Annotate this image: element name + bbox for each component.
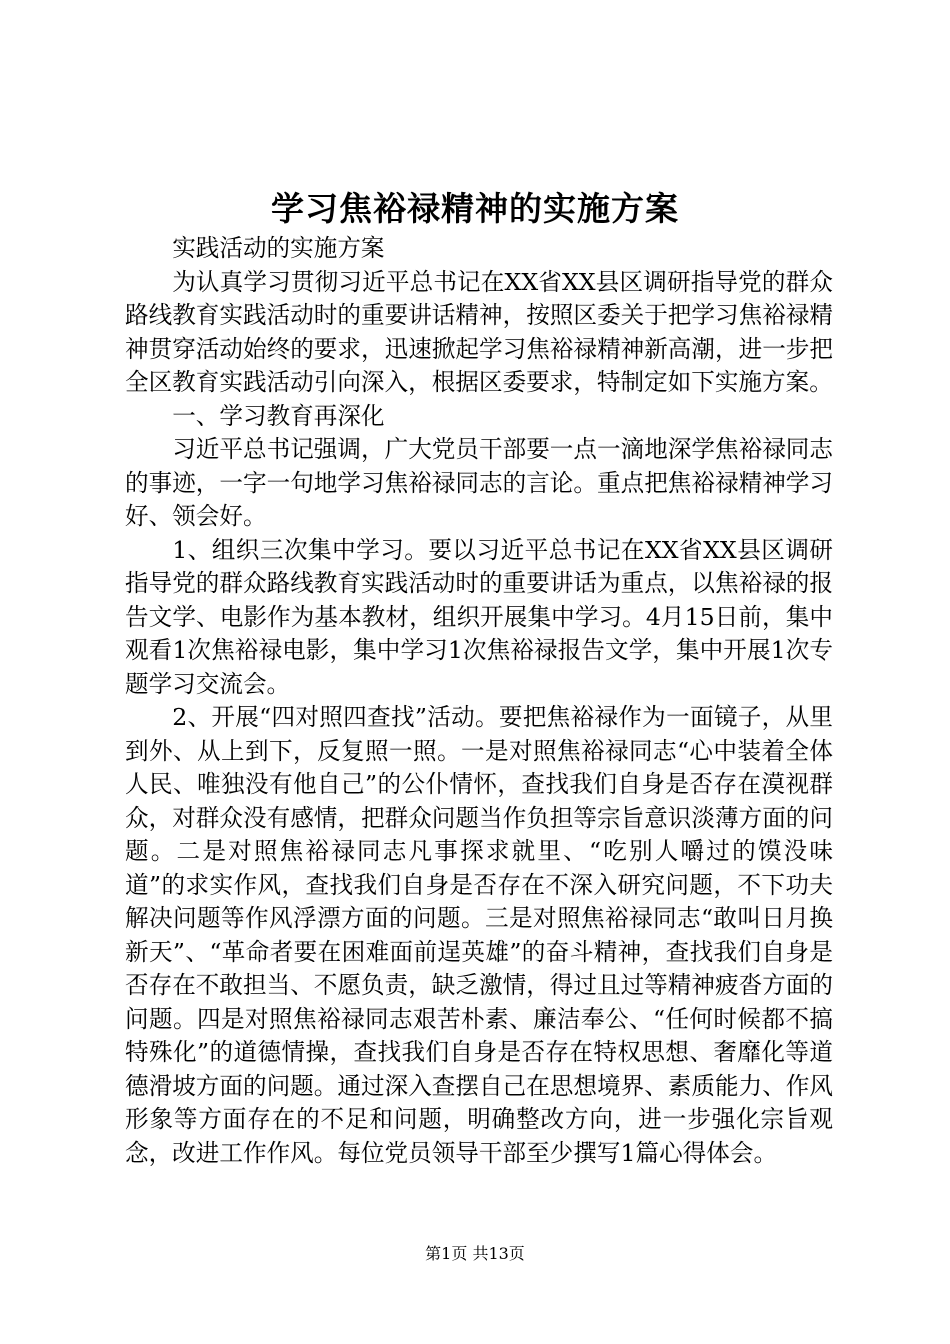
paragraph-item-2: 2、开展“四对照四查找”活动。要把焦裕禄作为一面镜子，从里到外、从上到下，反复照一照。一是对照焦裕禄同志“心中装着全体人民、唯独没有他自己”的公仆情怀，查找我们自身是否存在漠视群众，对群众没有感情，把群众问题当作负担等宗旨意识淡薄方面的问题。二是对照焦裕禄同志凡事探求就里、“吃别人嚼过的馍没味道”的求实作风，查找我们自身是否存在不深入研究问题，不下功夫解决问题等作风浮漂方面的问题。三是对照焦裕禄同志“敢叫日月换新天”、“革命者要在困难面前逞英雄”的奋斗精神，查找我们自身是否存在不敢担当、不愿负责，缺乏激情，得过且过等精神疲沓方面的问题。四是对照焦裕禄同志艰苦朴素、廉洁奉公、“任何时候都不搞特殊化”的道德情操，查找我们自身是否存在特权思想、奢靡化等道德滑坡方面的问题。通过深入查摆自己在思想境界、素质能力、作风形象等方面存在的不足和问题，明确整改方向，进一步强化宗旨观念，改进工作作风。每位党员领导干部至少撰写1篇心得体会。 (125, 703, 833, 1167)
document-body (125, 232, 833, 1170)
section-heading-1: 一、学习教育再深化 (172, 401, 385, 430)
document-title: 学习焦裕禄精神的实施方案 (271, 189, 679, 228)
page-number-footer: 第1页 共13页 (425, 1244, 525, 1263)
paragraph-section-1: 习近平总书记强调，广大党员干部要一点一滴地深学焦裕禄同志的事迹，一字一句地学习焦裕禄同志的言论。重点把焦裕禄精神学习好、领会好。 (125, 435, 833, 530)
paragraph-item-1: 1、组织三次集中学习。要以习近平总书记在XX省XX县区调研指导党的群众路线教育实践活动时的重要讲话为重点，以焦裕禄的报告文学、电影作为基本教材，组织开展集中学习。4月15日前，集中观看1次焦裕禄电影，集中学习1次焦裕禄报告文学，集中开展1次专题学习交流会。 (125, 535, 833, 698)
paragraph-subtitle: 实践活动的实施方案 (172, 234, 385, 262)
paragraph-intro: 为认真学习贯彻习近平总书记在XX省XX县区调研指导党的群众路线教育实践活动时的重要讲话精神，按照区委关于把学习焦裕禄精神贯穿活动始终的要求，迅速掀起学习焦裕禄精神新高潮，进一步把全区教育实践活动引向深入，根据区委要求，特制定如下实施方案。 (125, 267, 833, 396)
